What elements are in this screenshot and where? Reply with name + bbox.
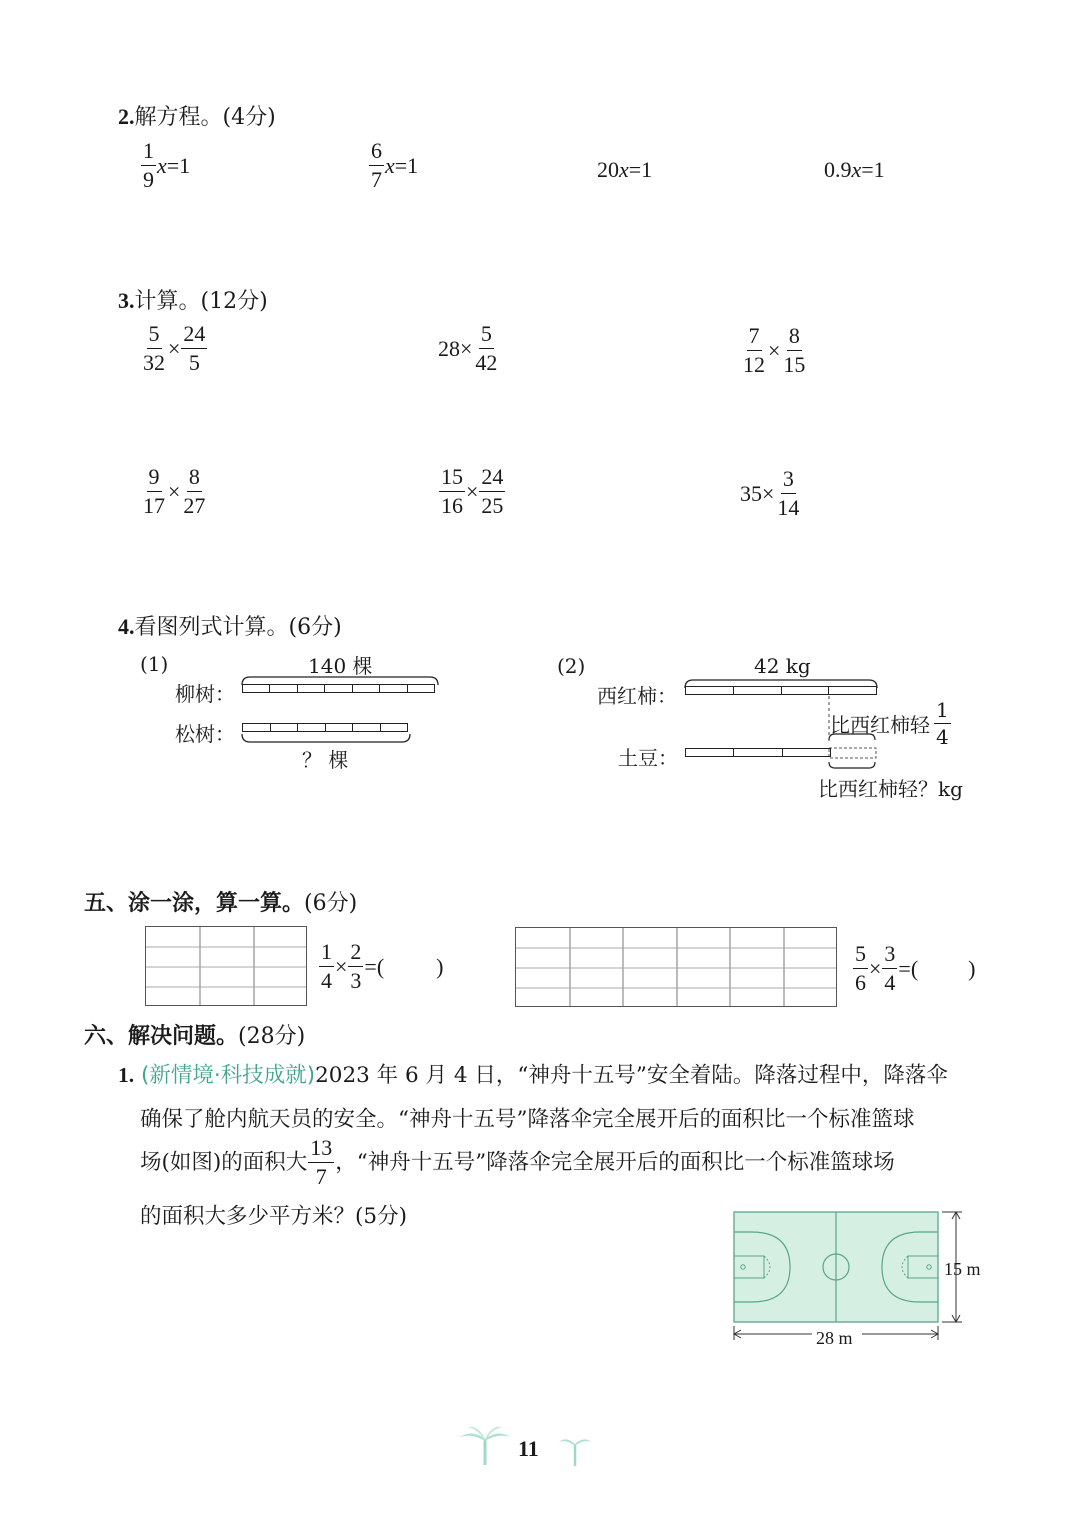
q2-equation-2: $\frac{6}{7}$ x =1 [371,138,419,192]
q2-equation-4: 0.9 x =1 [824,157,885,182]
q4-part2-question: 比西红柿轻？kg [818,777,963,801]
q4-part1-bar-pine [242,723,408,732]
q4-part1-bar-willow [242,684,435,693]
problem1-line2: 确保了舱内航天员的安全。“神舟十五号”降落伞完全展开后的面积比一个标准篮球 [140,1107,915,1132]
q4-part1-label: (1) [140,652,169,676]
section5-heading: 五、涂一涂，算一算。(6分) [84,891,358,916]
q3-expression-4: $\frac{9}{17}$ × $\frac{8}{27}$ [143,464,206,518]
problem1-line4: 的面积大多少平方米？(5分) [140,1204,407,1229]
court-height-label: 15 m [944,1259,981,1279]
q4-part1-question: ？ 棵 [302,748,349,772]
q3-expression-6: 35 × $\frac{3}{14}$ [740,466,800,520]
page-number: 11 [518,1436,539,1461]
q2-equation-3: 20 x =1 [597,157,653,182]
court-width-label: 28 m [816,1328,853,1348]
q4-part2-row2-label: 土豆： [618,746,678,770]
palm-tree-left-icon [458,1425,514,1469]
section5-expression-1: $\frac{1}{4}$ × $\frac{2}{3}$ =( ) [321,939,444,993]
q3-expression-1: $\frac{5}{32}$ × $\frac{24}{5}$ [143,321,206,375]
palm-tree-right-icon [558,1432,592,1468]
q4-part2-bar-potato [685,748,831,757]
q3-expression-3: $\frac{7}{12}$ × $\frac{8}{15}$ [743,323,806,377]
q4-part2-label: (2) [557,654,586,678]
section5-expression-2: $\frac{5}{6}$ × $\frac{3}{4}$ =( ) [855,941,976,995]
problem1-line1: 1. (新情境·科技成就)2023 年 6 月 4 日，“神舟十五号”安全着陆。降落过程中，降落伞 [118,1063,948,1088]
section6-heading: 六、解决问题。(28分) [84,1024,306,1049]
q3-heading: 3.计算。(12分) [118,288,268,314]
q4-part2-note: 比西红柿轻 $\frac{1}{4}$ [830,698,949,749]
section5-grid-1[interactable] [145,926,307,1006]
q4-part1-total: 140 棵 [308,654,373,678]
q4-part1-row1-label: 柳树： [175,682,235,706]
q3-expression-2: 28 × $\frac{5}{42}$ [438,321,498,375]
q2-equation-1: $\frac{1}{9}$ x =1 [143,138,191,192]
q2-heading: 2.解方程。(4分) [118,104,276,130]
q4-part2-bar-tomato [685,686,877,695]
q4-part2-row1-label: 西红柿： [597,684,677,708]
q3-expression-5: $\frac{15}{16}$ × $\frac{24}{25}$ [441,464,504,518]
basketball-court-figure [730,1208,1000,1358]
section5-grid-2[interactable] [515,927,837,1007]
problem1-line3: 场(如图)的面积大 $\frac{13}{7}$ ，“神舟十五号”降落伞完全展开后的面积比一个标准篮球场 [140,1135,895,1189]
q4-heading: 4.看图列式计算。(6分) [118,614,342,640]
q4-part1-row2-label: 松树： [175,722,235,746]
q4-part2-total: 42 kg [754,654,811,678]
